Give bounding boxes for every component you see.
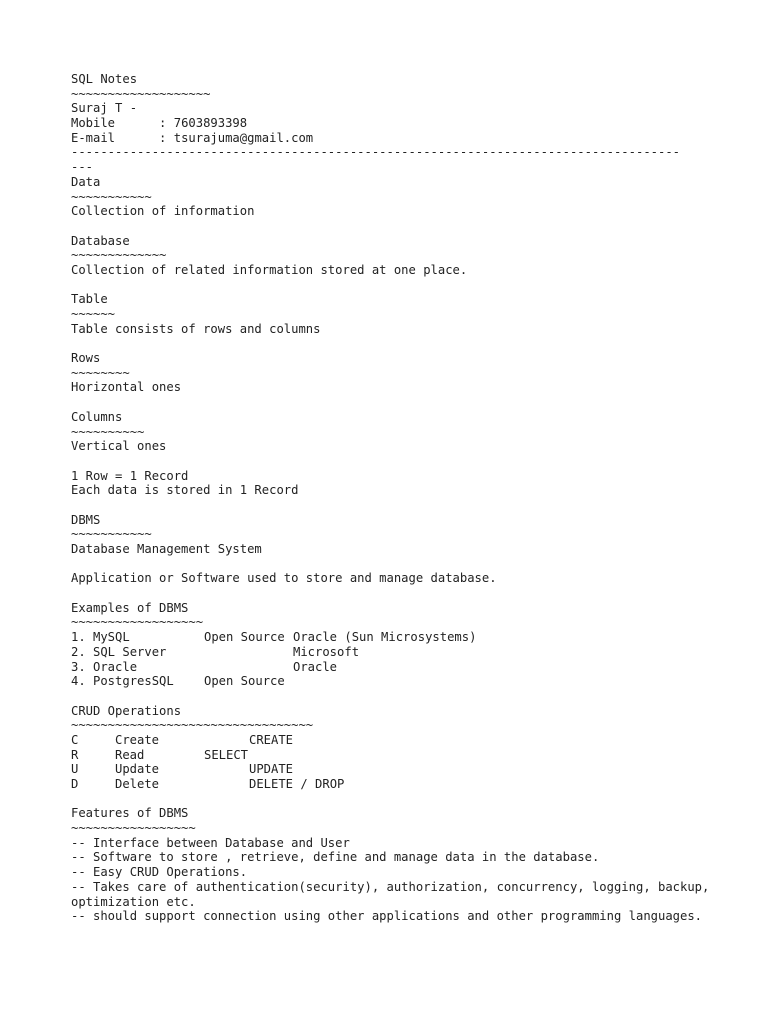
table-row: [71, 748, 711, 763]
mobile-line: [71, 116, 711, 131]
section-heading-table: Table: [71, 292, 108, 307]
list-item: [71, 645, 711, 660]
dbms-name: 3. Oracle: [71, 659, 138, 674]
crud-letter: C: [71, 732, 79, 747]
dbms-vendor: Oracle (Sun Microsystems): [293, 630, 477, 645]
crud-sql: CREATE: [249, 732, 294, 747]
record-line-2: Each data is stored in 1 Record: [71, 483, 299, 498]
dbms-license: [204, 645, 293, 660]
separator-tail: ---: [71, 160, 94, 175]
crud-sql: UPDATE: [249, 762, 294, 777]
section-underline-features: ~~~~~~~~~~~~~~~~~: [71, 821, 196, 836]
dbms-name: 4. PostgresSQL: [71, 674, 174, 689]
crud-operation: Update: [115, 762, 160, 777]
email-address: tsurajuma@gmail.com: [173, 130, 314, 145]
email-line: [71, 131, 711, 146]
separator-line: -----------------------------------------------------------------------------------: [71, 145, 681, 160]
crud-sql: DELETE / DROP: [249, 777, 345, 791]
crud-pre-sql: [204, 777, 249, 792]
section-text-database: Collection of related information stored at one place.: [71, 262, 468, 277]
list-item: [71, 674, 711, 689]
mobile-number: 7603893398: [173, 116, 248, 131]
section-underline-crud: ~~~~~~~~~~~~~~~~~~~~~~~~~~~~~~~~~: [71, 718, 314, 733]
section-underline-rows: ~~~~~~~~: [71, 365, 130, 380]
mobile-label: Mobile :: [71, 116, 174, 131]
table-row: [71, 733, 711, 748]
dbms-vendor: Oracle: [293, 659, 338, 674]
section-underline-database: ~~~~~~~~~~~~~: [71, 248, 167, 263]
section-heading-examples: Examples of DBMS: [71, 600, 189, 615]
crud-operation: Read: [115, 747, 145, 762]
crud-pre-sql: SELECT: [204, 747, 249, 762]
section-heading-rows: Rows: [71, 351, 101, 366]
section-heading-database: Database: [71, 233, 130, 248]
section-underline-examples: ~~~~~~~~~~~~~~~~~~: [71, 615, 204, 630]
document-page: [71, 72, 711, 924]
crud-letter: D: [71, 777, 79, 791]
section-heading-columns: Columns: [71, 409, 123, 424]
dbms-license: Open Source: [204, 630, 285, 645]
section-heading-crud: CRUD Operations: [71, 703, 182, 718]
document-title: SQL Notes: [71, 72, 138, 86]
dbms-vendor: Microsoft: [293, 644, 360, 659]
crud-operation: Create: [115, 732, 160, 747]
section-heading-dbms: DBMS: [71, 512, 101, 527]
section-heading-features: Features of DBMS: [71, 806, 189, 821]
table-row: [71, 762, 711, 777]
section-text-dbms: Database Management System: [71, 542, 262, 556]
dbms-description: Application or Software used to store and manage database.: [71, 571, 497, 586]
list-item: -- Takes care of authentication(security), authorization, concurrency, logging, backup, optimization etc.: [71, 879, 710, 909]
dbms-name: 1. MySQL: [71, 630, 130, 645]
dbms-name: 2. SQL Server: [71, 644, 167, 659]
section-text-columns: Vertical ones: [71, 439, 167, 454]
section-underline-data: ~~~~~~~~~~~: [71, 189, 152, 204]
section-text-table: Table consists of rows and columns: [71, 321, 321, 336]
section-heading-data: Data: [71, 174, 101, 189]
title-underline: ~~~~~~~~~~~~~~~~~~~: [71, 86, 211, 101]
section-text-rows: Horizontal ones: [71, 380, 182, 395]
dbms-license: [204, 660, 293, 675]
section-underline-table: ~~~~~~: [71, 307, 116, 321]
section-text-data: Collection of information: [71, 204, 255, 219]
section-underline-columns: ~~~~~~~~~~: [71, 424, 145, 439]
list-item: [71, 630, 711, 645]
section-underline-dbms: ~~~~~~~~~~~: [71, 527, 152, 542]
dbms-license: Open Source: [204, 674, 285, 689]
list-item: -- Interface between Database and User: [71, 835, 350, 850]
list-item: -- should support connection using other applications and other programming languages.: [71, 909, 703, 924]
list-item: [71, 660, 711, 675]
list-item: -- Easy CRUD Operations.: [71, 865, 248, 880]
author-name: Suraj T -: [71, 101, 138, 116]
table-row: [71, 777, 711, 792]
email-label: E-mail :: [71, 130, 174, 145]
list-item: -- Software to store , retrieve, define and manage data in the database.: [71, 850, 600, 865]
crud-operation: Delete: [115, 777, 160, 791]
record-line-1: 1 Row = 1 Record: [71, 468, 189, 483]
crud-pre-sql: [204, 733, 249, 748]
crud-letter: R: [71, 747, 79, 762]
crud-letter: U: [71, 762, 79, 777]
crud-pre-sql: [204, 762, 249, 777]
